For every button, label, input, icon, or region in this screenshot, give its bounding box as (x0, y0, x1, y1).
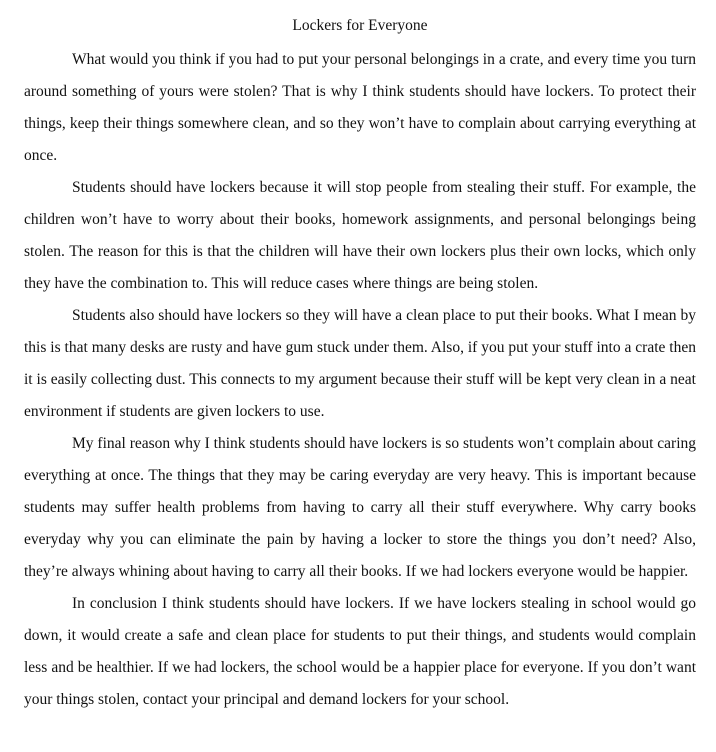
document-title: Lockers for Everyone (292, 17, 428, 34)
paragraph-carrying: My final reason why I think students should have lockers is so students won’t complain about caring everything at once. The things that they may be caring everyday are very heavy. This is important because students may suffer health problems from having to carry all their stuff everywhere. Why carry books everyday why you can eliminate the pain by having a locker to store the things you don’t need? Also, they’re always whining about having to carry all their books. If we had lockers everyone would be happier. (24, 435, 696, 580)
paragraph-clean-place: Students also should have lockers so they will have a clean place to put their books. What I mean by this is that many desks are rusty and have gum stuck under them. Also, if you put your stuff into a crate then it is easily collecting dust. This connects to my argument because their stuff will be kept very clean in a neat environment if students are given lockers to use. (24, 307, 696, 420)
paragraph-introduction: What would you think if you had to put your personal belongings in a crate, and every time you turn around something of yours were stolen? That is why I think students should have lockers. To protect their things, keep their things somewhere clean, and so they won’t have to complain about carrying everything at once. (24, 51, 696, 164)
paragraph-stealing: Students should have lockers because it will stop people from stealing their stuff. For example, the children won’t have to worry about their books, homework assignments, and personal belongings being stolen. The reason for this is that the children will have their own lockers plus their own locks, which only they have the combination to. This will reduce cases where things are being stolen. (24, 179, 696, 292)
paragraph-conclusion: In conclusion I think students should have lockers. If we have lockers stealing in school would go down, it would create a safe and clean place for students to put their things, and students would complain less and be healthier. If we had lockers, the school would be a happier place for everyone. If you don’t want your things stolen, contact your principal and demand lockers for your school. (24, 595, 696, 708)
